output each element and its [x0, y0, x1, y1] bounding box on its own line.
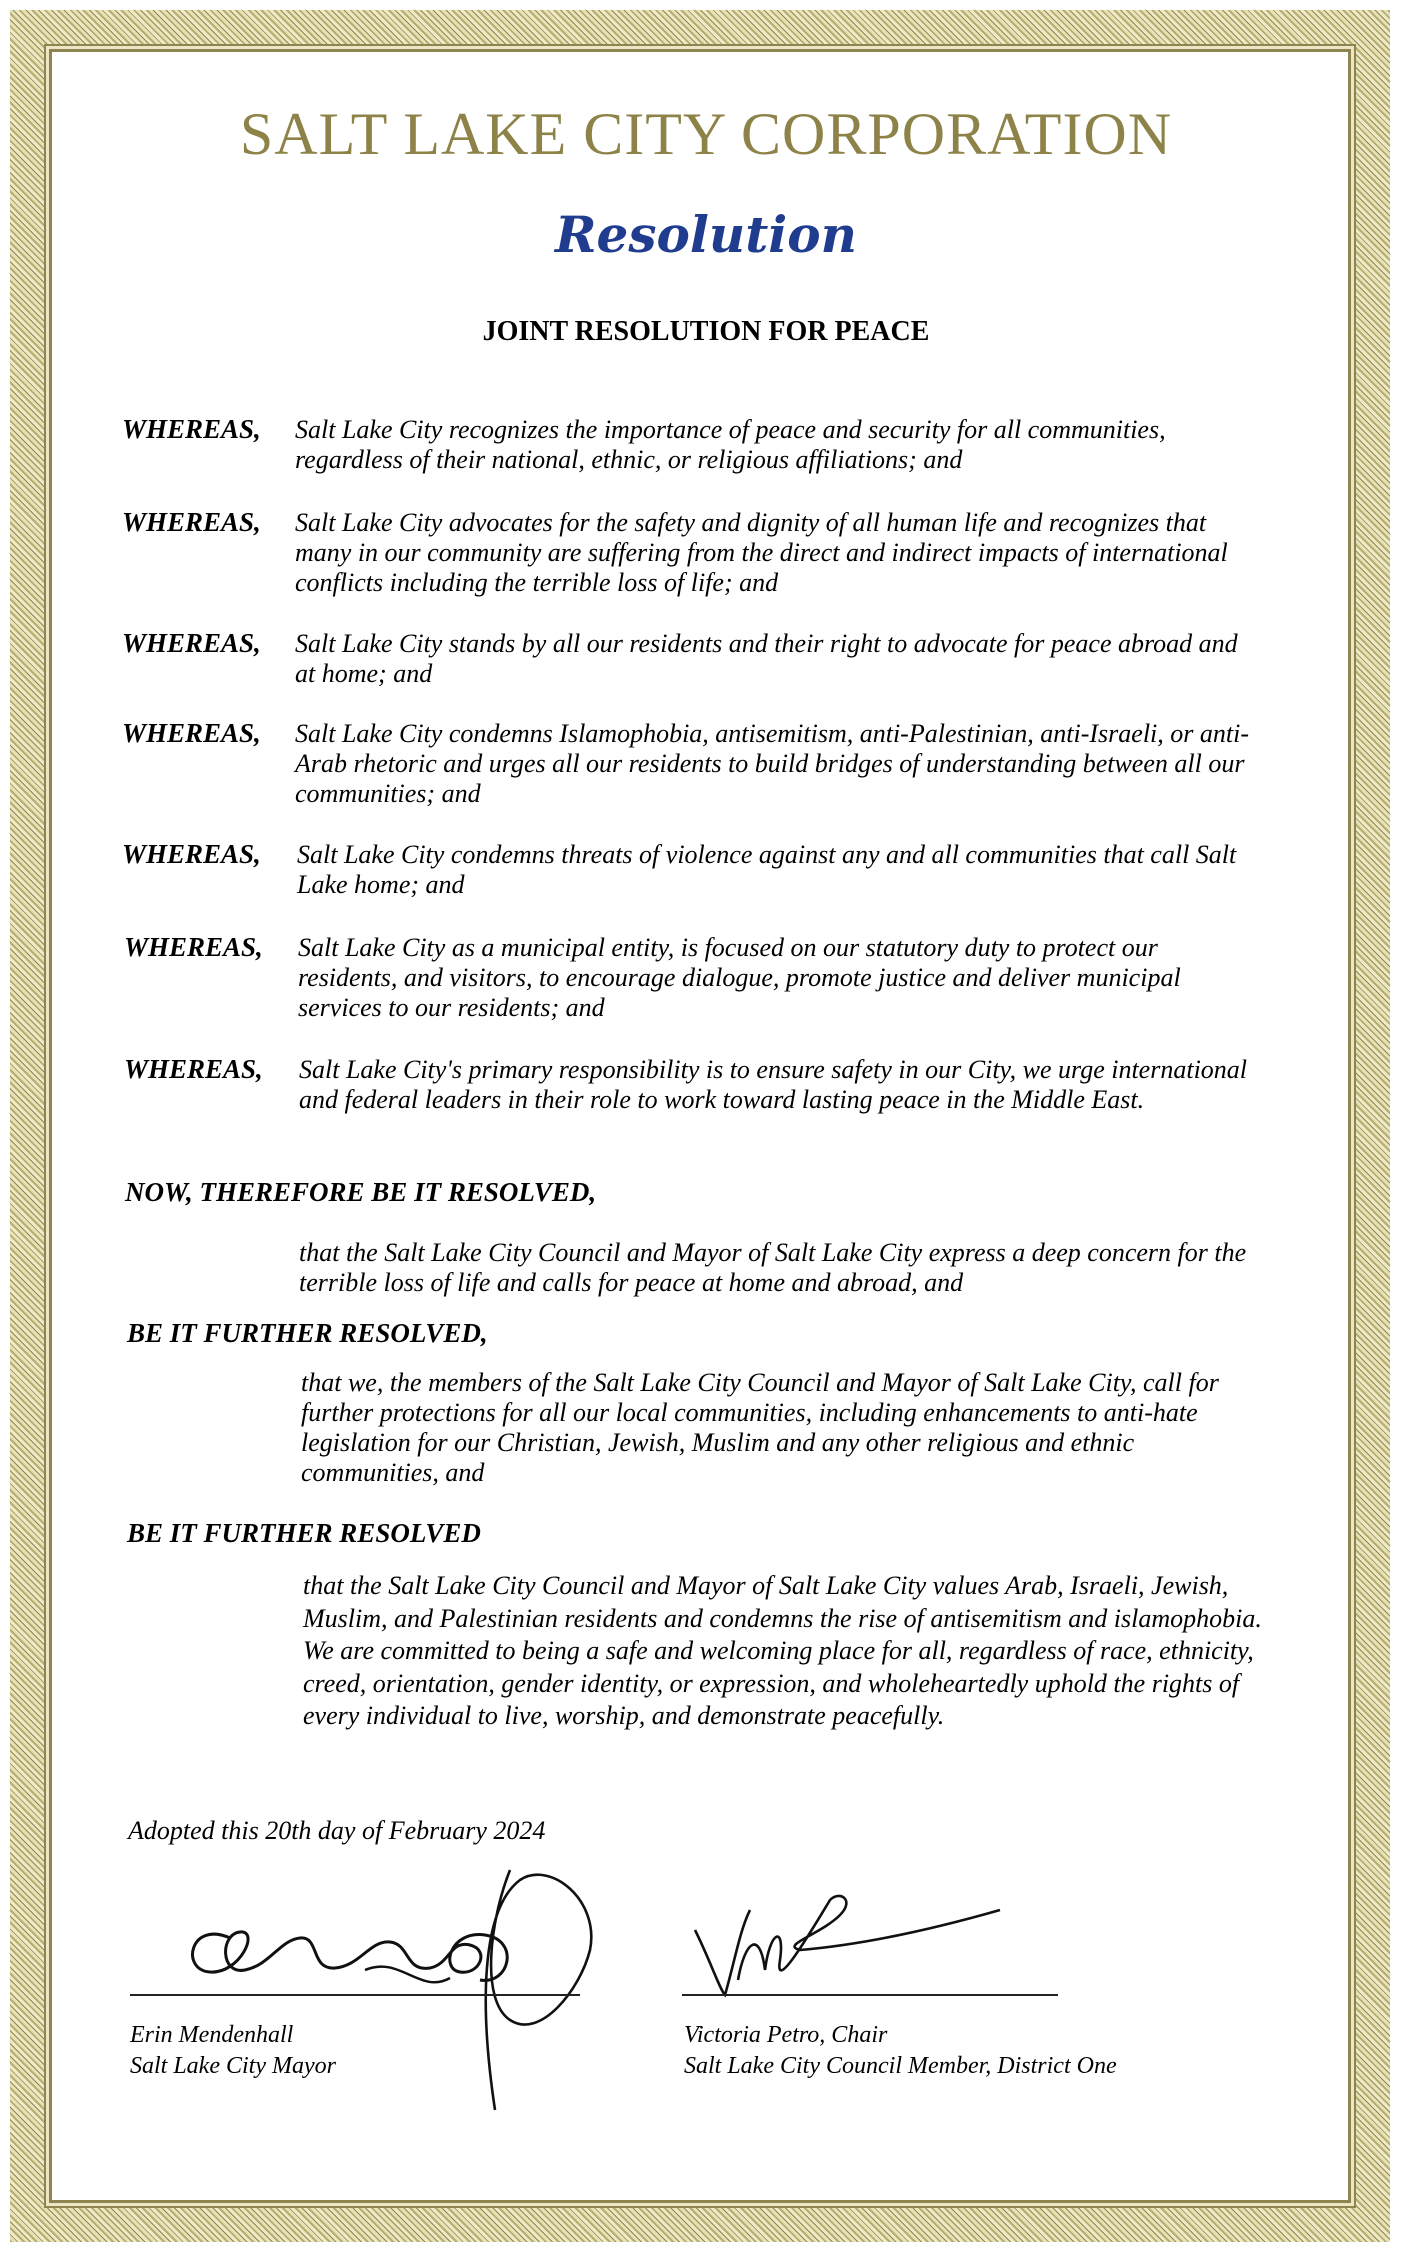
council-chair-signature-line: [682, 1994, 1058, 1996]
whereas-text: Salt Lake City advocates for the safety and dignity of all human life and recognizes that many in our community are suffering from the direct and indirect impacts of international conflicts including the terrible loss of life; and: [295, 508, 1228, 597]
resolved-text: that the Salt Lake City Council and Mayor of Salt Lake City express a deep concern for the terrible loss of life and calls for peace at home and abroad, and: [299, 1238, 1247, 1297]
whereas-text: Salt Lake City as a municipal entity, is focused on our statutory duty to protect our residents, and visitors, to encourage dialogue, promote justice and deliver municipal services to our residents; and: [298, 933, 1181, 1022]
mayor-signature-line: [130, 1994, 580, 1996]
adoption-date: Adopted this 20th day of February 2024: [128, 1816, 546, 1845]
council-chair-name: Victoria Petro, Chair: [684, 2022, 888, 2048]
whereas-label: WHEREAS,: [124, 932, 263, 962]
whereas-label: WHEREAS,: [122, 839, 261, 869]
whereas-text: Salt Lake City condemns threats of violence against any and all communities that call Salt Lake home; and: [297, 840, 1237, 899]
council-chair-title: Salt Lake City Council Member, District One: [684, 2053, 1117, 2079]
resolved-heading: BE IT FURTHER RESOLVED: [127, 1518, 481, 1548]
resolution-title: JOINT RESOLUTION FOR PEACE: [482, 316, 930, 347]
organization-heading: SALT LAKE CITY CORPORATION: [239, 101, 1173, 167]
mayor-name: Erin Mendenhall: [130, 2022, 294, 2048]
whereas-label: WHEREAS,: [122, 414, 261, 444]
whereas-label: WHEREAS,: [122, 718, 261, 748]
whereas-label: WHEREAS,: [124, 1054, 263, 1084]
document-type-heading: Resolution: [554, 205, 857, 264]
resolved-heading: BE IT FURTHER RESOLVED,: [127, 1318, 488, 1348]
whereas-text: Salt Lake City condemns Islamophobia, antisemitism, anti-Palestinian, anti-Israeli, or anti-Arab rhetoric and urges all our residents to build bridges of understanding between all our communities; and: [295, 719, 1249, 808]
whereas-text: Salt Lake City stands by all our residents and their right to advocate for peace abroad and at home; and: [295, 629, 1238, 688]
whereas-label: WHEREAS,: [122, 628, 261, 658]
mayor-title: Salt Lake City Mayor: [130, 2053, 336, 2079]
whereas-label: WHEREAS,: [122, 507, 261, 537]
whereas-text: Salt Lake City recognizes the importance of peace and security for all communities, regardless of their national, ethnic, or religious affiliations; and: [295, 415, 1166, 474]
council-chair-signature: [680, 1870, 1020, 2020]
resolved-heading: NOW, THEREFORE BE IT RESOLVED,: [125, 1177, 597, 1207]
resolved-text: that we, the members of the Salt Lake City Council and Mayor of Salt Lake City, call for further protections for all our local communities, including enhancements to anti-hate legislation for our Christian, Jewish, Muslim and any other religious and ethnic communities, and: [301, 1368, 1219, 1487]
resolved-text: that the Salt Lake City Council and Mayor of Salt Lake City values Arab, Israeli, Jewish, Muslim, and Palestinian residents and condemns the rise of antisemitism and islamophobia. We are committed to being a safe and welcoming place for all, regardless of race, ethnicity, creed, orientation, gender identity, or expression, and wholeheartedly uphold the rights of every individual to live, worship, and demonstrate peacefully.: [303, 1571, 1262, 1730]
whereas-text: Salt Lake City's primary responsibility is to ensure safety in our City, we urge international and federal leaders in their role to work toward lasting peace in the Middle East.: [299, 1055, 1248, 1114]
